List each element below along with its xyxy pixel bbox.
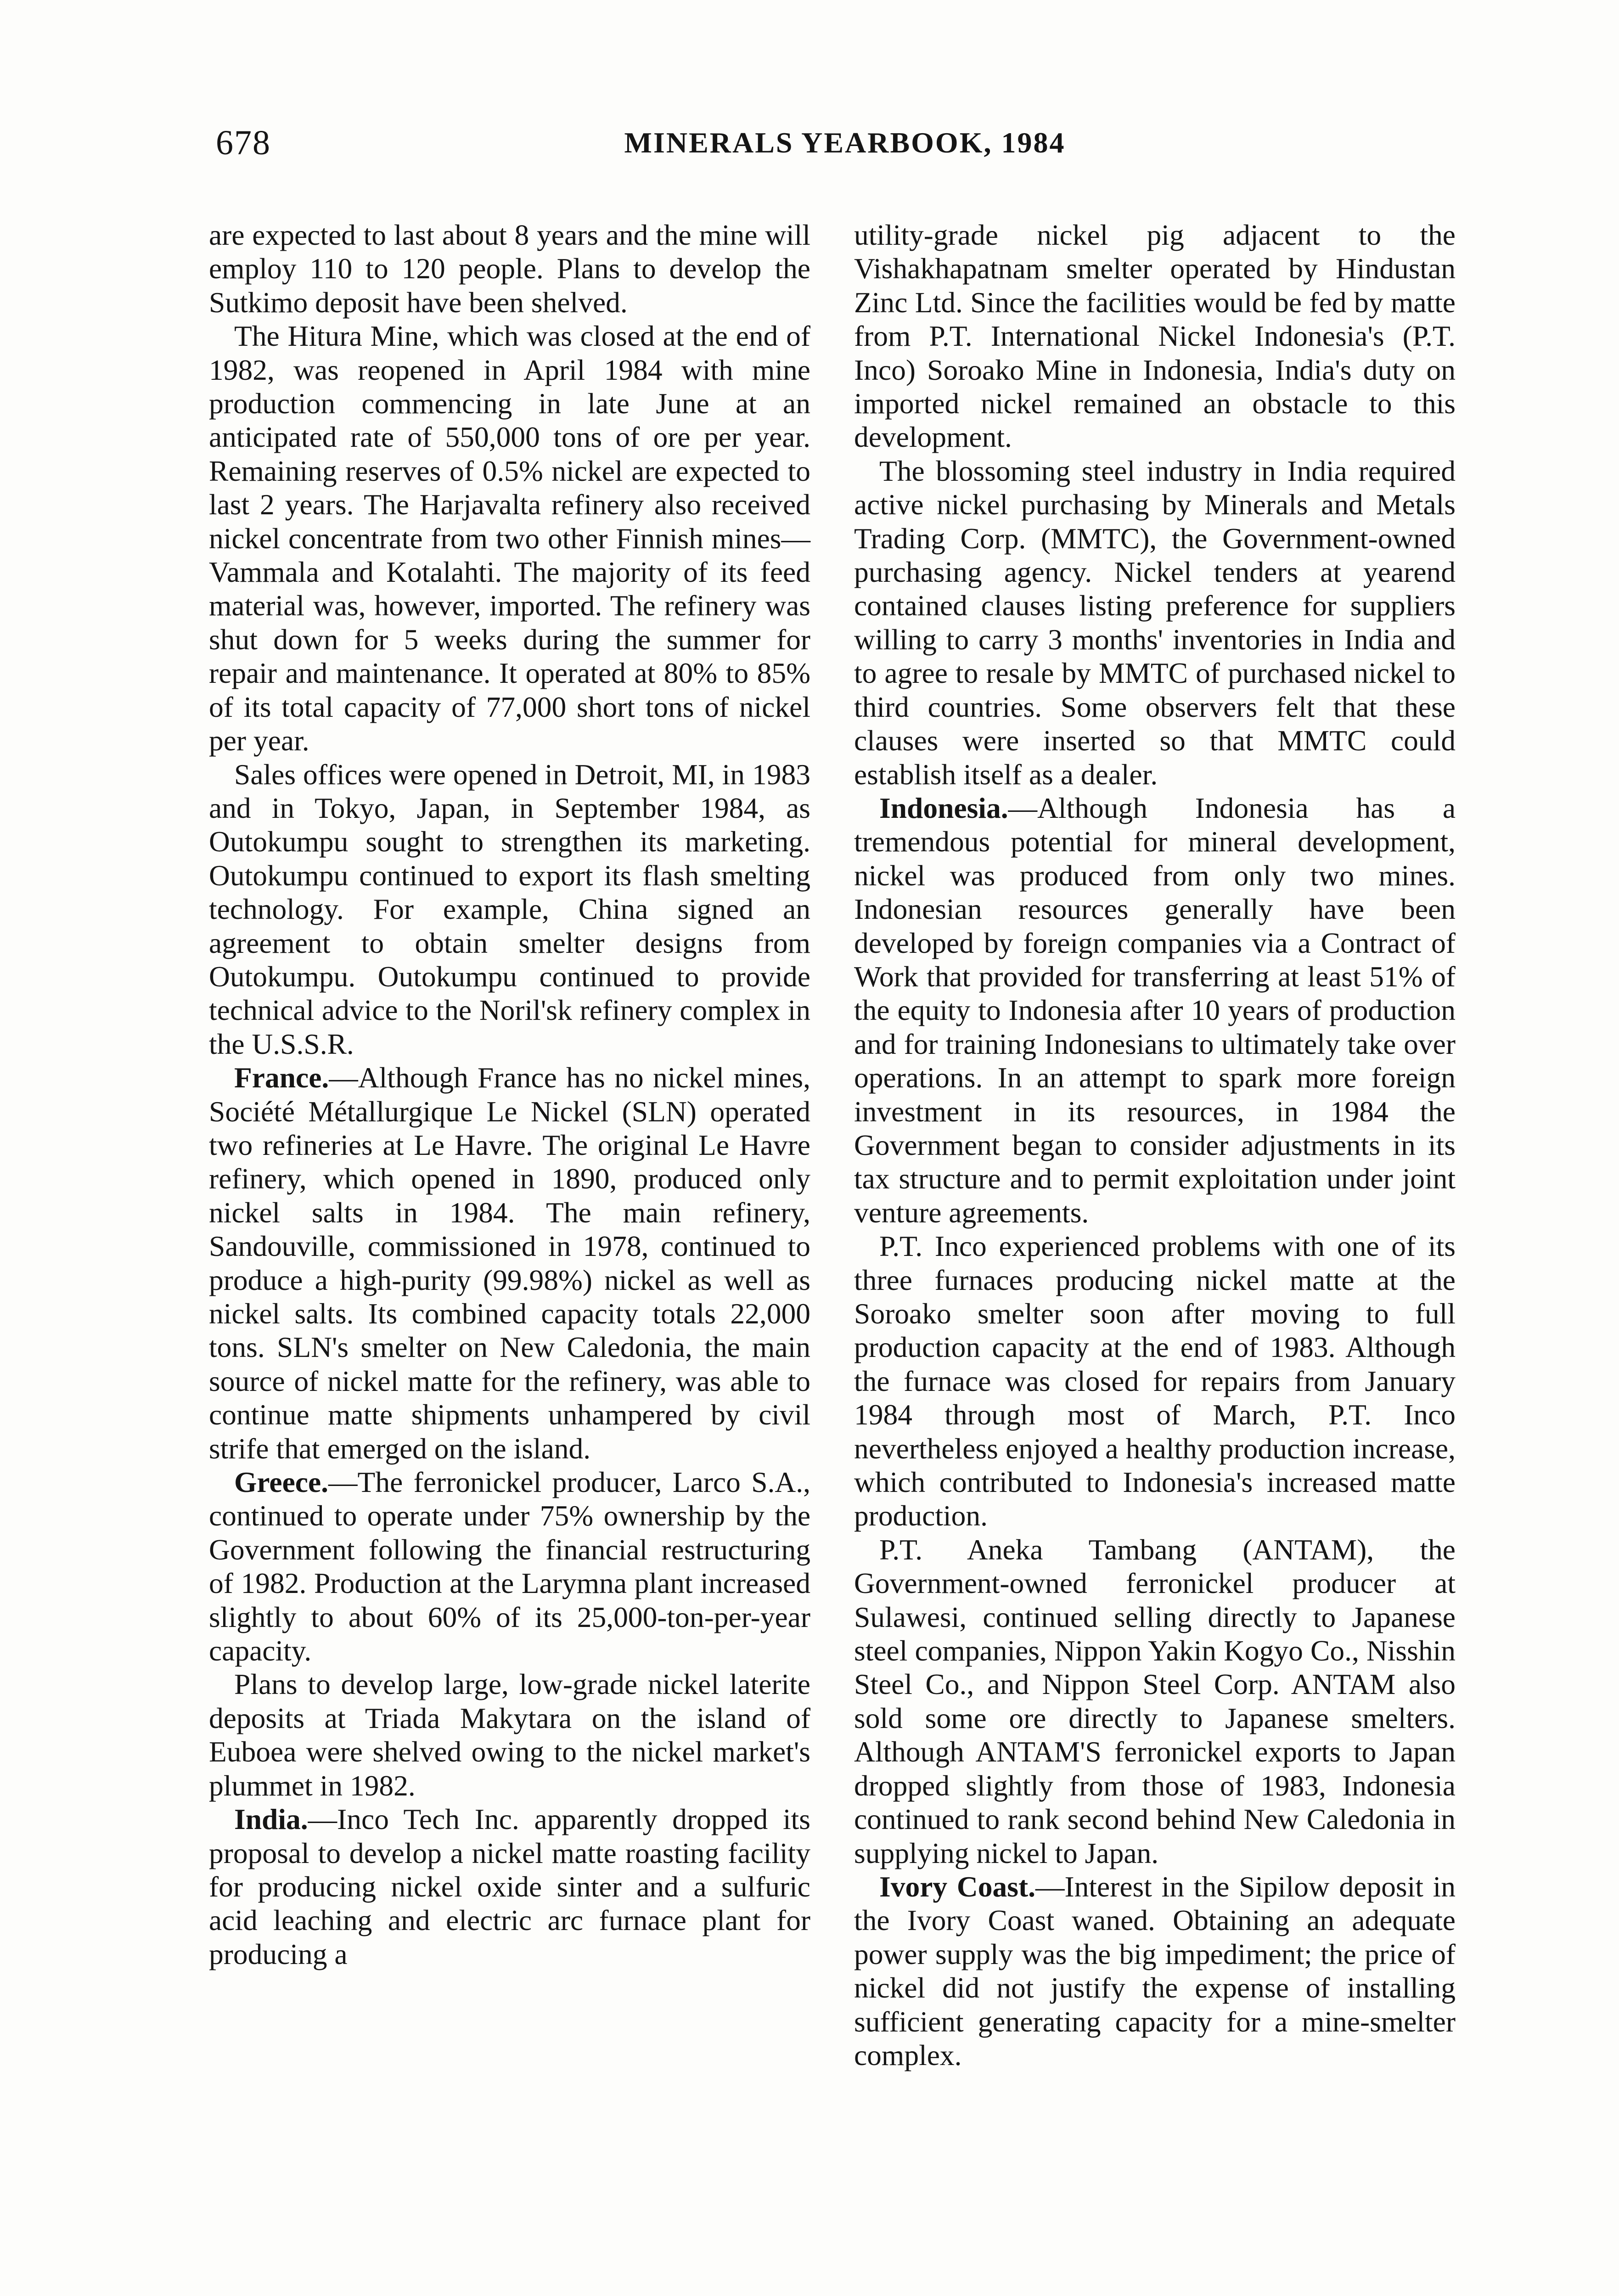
running-title: MINERALS YEARBOOK, 1984 xyxy=(624,126,1066,159)
paragraph-india-steel: The blossoming steel industry in India required active nickel purchasing by Minerals and Metals Trading Corp. (MMTC), the Government-owned purchasing agency. Nickel tenders at yearend contained clauses listing preference for suppliers willing to carry 3 months' inventories in India and to agree to resale by MMTC of purchased nickel to third countries. Some observers felt that these clauses were inserted so that MMTC could establish itself as a dealer. xyxy=(854,454,1456,791)
country-heading-ivory-coast: Ivory Coast. xyxy=(879,1870,1035,1903)
page-header xyxy=(216,123,1474,174)
paragraph-greece xyxy=(209,1465,810,1667)
indonesia-text: —Although Indonesia has a tremendous potential for mineral development, nickel was produced from only two mines. Indonesian resources generally have been developed by foreign companies via a Contract of Work that provided for transferring at least 51% of the equity to Indonesia after 10 years of production and for training Indonesians to ultimately take over operations. In an attempt to spark more foreign investment in its resources, in 1984 the Government began to consider adjustments in its tax structure and to permit exploitation under joint venture agreements. xyxy=(854,791,1456,1229)
paragraph-sales-offices: Sales offices were opened in Detroit, MI, in 1983 and in Tokyo, Japan, in September 1984, as Outokumpu sought to strengthen its marketing. Outokumpu continued to export its flash smelting technology. For example, China signed an agreement to obtain smelter designs from Outokumpu. Outokumpu continued to provide technical advice to the Noril'sk refinery complex in the U.S.S.R. xyxy=(209,758,810,1060)
paragraph-india-continued: utility-grade nickel pig adjacent to the Vishakhapatnam smelter operated by Hindustan Zinc Ltd. Since the facilities would be fed by matte from P.T. International Nickel Indonesia's (P.T. Inco) Soroako Mine in Indonesia, India's duty on imported nickel remained an obstacle to this development. xyxy=(854,219,1456,454)
paragraph-india xyxy=(209,1802,810,1971)
country-heading-greece: Greece. xyxy=(234,1466,329,1499)
paragraph-euboea-plans: Plans to develop large, low-grade nickel laterite deposits at Triada Makytara on the island of Euboea were shelved owing to the nickel market's plummet in 1982. xyxy=(209,1668,810,1802)
ivory-coast-text: —Interest in the Sipilow deposit in the Ivory Coast waned. Obtaining an adequate power supply was the big impediment; the price of nickel did not justify the expense of installing sufficient generating capacity for a mine-smelter complex. xyxy=(854,1870,1456,2071)
paragraph-pt-inco: P.T. Inco experienced problems with one of its three furnaces producing nickel matte at the Soroako smelter soon after moving to full production capacity at the end of 1983. Although the furnace was closed for repairs from January 1984 through most of March, P.T. Inco nevertheless enjoyed a healthy production increase, which contributed to Indonesia's increased matte production. xyxy=(854,1230,1456,1532)
india-text: —Inco Tech Inc. apparently dropped its proposal to develop a nickel matte roasting facility for producing nickel oxide sinter and a sulfuric acid leaching and electric arc furnace plant for producing a xyxy=(209,1803,810,1970)
paragraph-ivory-coast xyxy=(854,1870,1456,2072)
paragraph-hitura-mine: The Hitura Mine, which was closed at the end of 1982, was reopened in April 1984 with mine production commencing in late June at an anticipated rate of 550,000 tons of ore per year. Remaining reserves of 0.5% nickel are expected to last 2 years. The Harjavalta refinery also received nickel concentrate from two other Finnish mines—Vammala and Kotalahti. The majority of its feed material was, however, imported. The refinery was shut down for 5 weeks during the summer for repair and maintenance. It operated at 80% to 85% of its total capacity of 77,000 short tons of nickel per year. xyxy=(209,320,810,757)
right-column xyxy=(854,218,1456,2072)
left-column xyxy=(209,218,810,1971)
paragraph-finland-mine-continued: are expected to last about 8 years and the mine will employ 110 to 120 people. Plans to develop the Sutkimo deposit have been shelved. xyxy=(209,219,810,319)
paragraph-france xyxy=(209,1061,810,1465)
country-heading-india: India. xyxy=(234,1803,308,1836)
country-heading-france: France. xyxy=(234,1061,329,1094)
france-text: —Although France has no nickel mines, Société Métallurgique Le Nickel (SLN) operated two refineries at Le Havre. The original Le Havre refinery, which opened in 1890, produced only nickel salts in 1984. The main refinery, Sandouville, commissioned in 1978, continued to produce a high-purity (99.98%) nickel as well as nickel salts. Its combined capacity totals 22,000 tons. SLN's smelter on New Caledonia, the main source of nickel matte for the refinery, was able to continue matte shipments unhampered by civil strife that emerged on the island. xyxy=(209,1061,810,1465)
greece-text: —The ferronickel producer, Larco S.A., continued to operate under 75% ownership by the Government following the financial restructuring of 1982. Production at the Larymna plant increased slightly to about 60% of its 25,000-ton-per-year capacity. xyxy=(209,1466,810,1667)
paragraph-antam: P.T. Aneka Tambang (ANTAM), the Government-owned ferronickel producer at Sulawesi, continued selling directly to Japanese steel companies, Nippon Yakin Kogyo Co., Nisshin Steel Co., and Nippon Steel Corp. ANTAM also sold some ore directly to Japanese smelters. Although ANTAM'S ferronickel exports to Japan dropped slightly from those of 1983, Indonesia continued to rank second behind New Caledonia in supplying nickel to Japan. xyxy=(854,1533,1456,1869)
country-heading-indonesia: Indonesia. xyxy=(879,791,1008,824)
page-number: 678 xyxy=(216,124,271,162)
paragraph-indonesia xyxy=(854,791,1456,1229)
